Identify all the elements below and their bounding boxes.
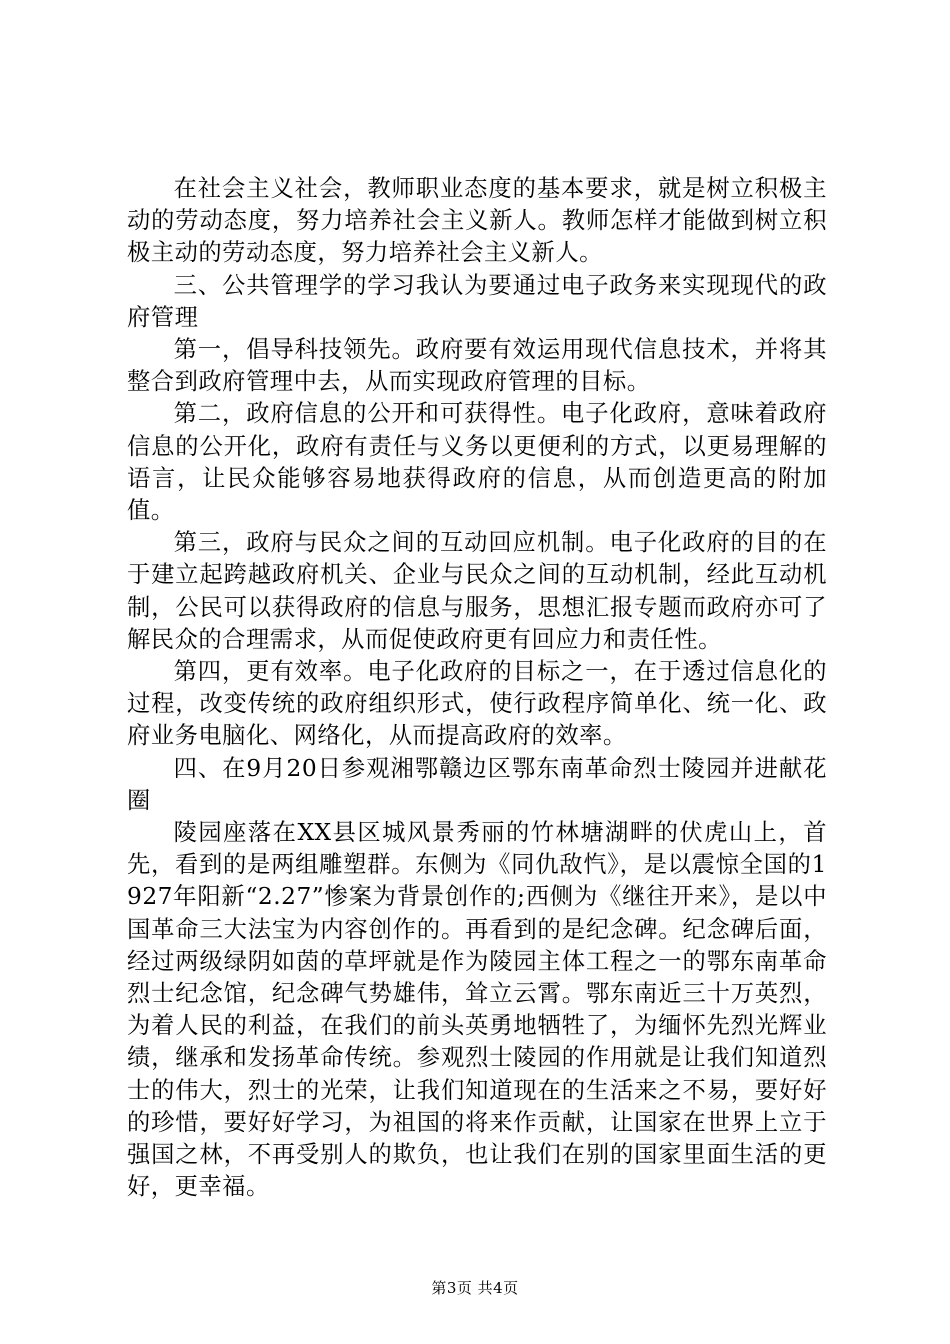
section-heading-public-management: 三、公共管理学的学习我认为要通过电子政务来实现现代的政府管理: [127, 271, 827, 331]
section-heading-memorial-visit: 四、在9月20日参观湘鄂赣边区鄂东南革命烈士陵园并进献花圈: [127, 754, 827, 814]
page-footer: 第3页 共4页: [431, 1279, 519, 1297]
paragraph-second-information: 第二，政府信息的公开和可获得性。电子化政府，意味着政府信息的公开化，政府有责任与义务以更便利的方式，以更易理解的语言，让民众能够容易地获得政府的信息，从而创造更高的附加值。: [127, 400, 827, 525]
paragraph-third-interaction: 第三，政府与民众之间的互动回应机制。电子化政府的目的在于建立起跨越政府机关、企业与民众之间的互动机制，经此互动机制，公民可以获得政府的信息与服务，思想汇报专题而政府亦可了解民众的合理需求，从而促使政府更有回应力和责任性。: [127, 529, 827, 653]
paragraph-first-technology: 第一，倡导科技领先。政府要有效运用现代信息技术，并将其整合到政府管理中去，从而实现政府管理的目标。: [127, 336, 827, 396]
paragraph-teacher-attitude: 在社会主义社会，教师职业态度的基本要求，就是树立积极主动的劳动态度，努力培养社会主义新人。教师怎样才能做到树立积极主动的劳动态度，努力培养社会主义新人。: [127, 175, 827, 267]
paragraph-fourth-efficiency: 第四，更有效率。电子化政府的目标之一，在于透过信息化的过程，改变传统的政府组织形式，使行政程序简单化、统一化、政府业务电脑化、网络化，从而提高政府的效率。: [127, 658, 827, 750]
paragraph-memorial-park: 陵园座落在XX县区城风景秀丽的竹林塘湖畔的伏虎山上，首先，看到的是两组雕塑群。东侧为《同仇敌忾》，是以震惊全国的1927年阳新“2.27”惨案为背景创作的;西侧为《继往开来》，是以中国革命三大法宝为内容创作的。再看到的是纪念碑。纪念碑后面，经过两级绿阴如茵的草坪就是作为陵园主体工程之一的鄂东南革命烈士纪念馆，纪念碑气势雄伟，耸立云霄。鄂东南近三十万英烈，为着人民的利益，在我们的前头英勇地牺牲了，为缅怀先烈光辉业绩，继承和发扬革命传统。参观烈士陵园的作用就是让我们知道烈士的伟大，烈士的光荣，让我们知道现在的生活来之不易，要好好的珍惜，要好好学习，为祖国的将来作贡献，让国家在世界上立于强国之林，不再受别人的欺负，也让我们在别的国家里面生活的更好，更幸福。: [127, 819, 827, 1201]
document-body: [127, 173, 827, 1204]
